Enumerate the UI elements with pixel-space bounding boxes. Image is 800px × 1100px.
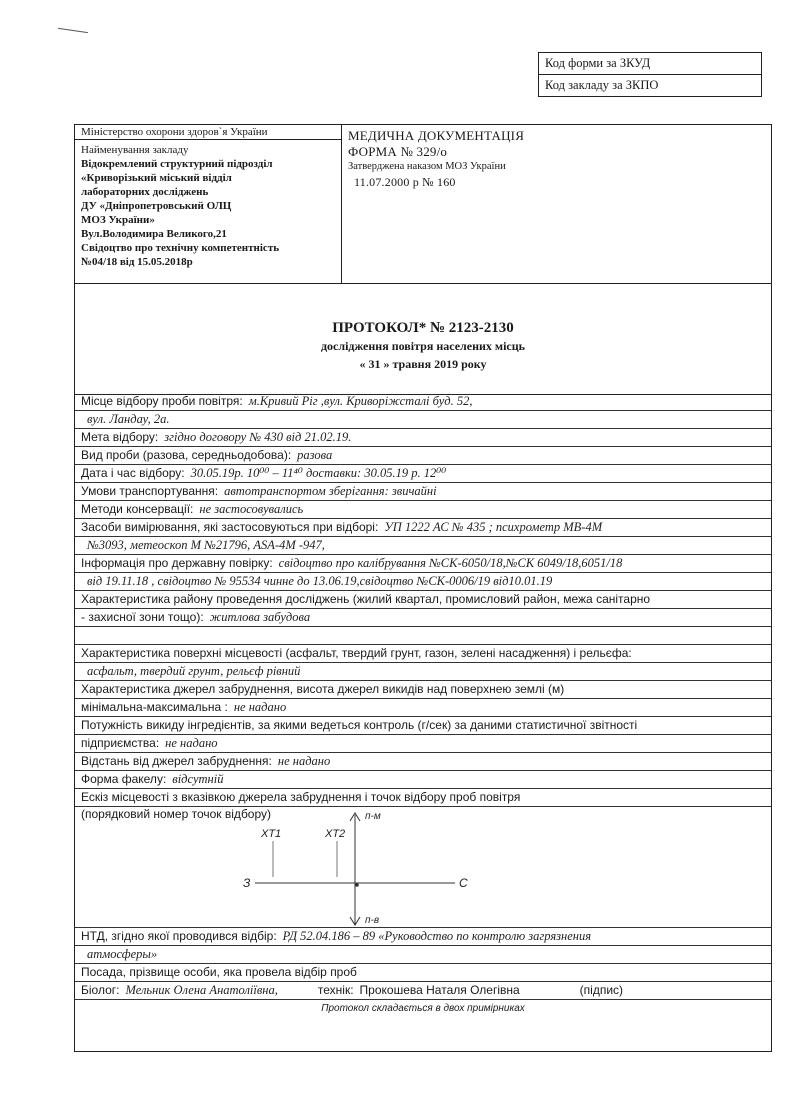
form-info-block	[342, 125, 771, 289]
field-label: Форма факелу:	[81, 772, 167, 786]
signature-label: (підпис)	[579, 983, 624, 997]
tech-name: Прокошева Наталя Олегівна	[359, 983, 520, 997]
field-label: Потужність викиду інгредієнтів, за якими ведеться контроль (г/сек) за даними статистичної звітності	[81, 718, 638, 732]
field-label: Дата і час відбору:	[81, 466, 185, 480]
field-row	[75, 609, 771, 627]
field-value: асфальт, твердий грунт, рельєф рівний	[87, 664, 301, 678]
protocol-date: « 31 » травня 2019 року	[359, 357, 487, 371]
ntd-label: НТД, згідно якої проводився відбір:	[81, 929, 277, 943]
field-value: не надано	[277, 754, 331, 768]
field-value: №3093, метеоскоп М №21796, АЅА-4М -947,	[87, 538, 325, 552]
field-label: Інформація про державну повірку:	[81, 556, 273, 570]
approved-by: Затверджена наказом МОЗ України	[348, 161, 506, 172]
field-value: свідоцтво про калібрування №СК-6050/18,№СК 6049/18,6051/18	[278, 556, 623, 570]
tech-label: технік:	[317, 983, 354, 997]
field-value: вул. Ландау, 2а.	[87, 412, 170, 426]
field-value: житлова забудова	[209, 610, 311, 624]
biolog-label: Біолог:	[81, 983, 120, 997]
institution-lines	[75, 140, 341, 272]
field-row	[75, 964, 771, 982]
institution-line: Свідоцтво про технічну компетентність	[81, 242, 280, 254]
title-block	[75, 283, 771, 395]
field-row	[75, 645, 771, 663]
institution-block	[75, 125, 342, 283]
field-value: УП 1222 АС № 435 ; психрометр МВ-4М	[384, 520, 603, 534]
field-value: автотранспортом зберігання: звичайні	[224, 484, 437, 498]
field-row	[75, 627, 771, 645]
field-value: не застосовувались	[199, 502, 304, 516]
field-label: Умови транспортування:	[81, 484, 219, 498]
form-codes-box	[538, 52, 762, 97]
point-1-label: ХТ1	[261, 828, 282, 840]
field-row	[75, 519, 771, 537]
field-label: Відстань від джерел забруднення:	[81, 754, 272, 768]
field-row	[75, 771, 771, 789]
protocol-title: ПРОТОКОЛ* № 2123-2130	[332, 320, 514, 336]
sketch-label: (порядковий номер точок відбору)	[81, 807, 272, 821]
institution-line: лабораторних досліджень	[81, 186, 209, 198]
field-row	[75, 537, 771, 555]
site-sketch	[75, 807, 771, 928]
field-value: від 19.11.18 , свідоцтво № 95534 чинне до 13.06.19,свідоцтво №СК-0006/19 від10.01.19	[87, 574, 553, 588]
field-label: Методи консервації:	[81, 502, 194, 516]
sketch-drawing	[75, 807, 771, 927]
institution-line: Відокремлений структурний підрозділ	[81, 158, 273, 170]
field-row	[75, 393, 771, 411]
field-row	[75, 501, 771, 519]
point-2-label: ХТ2	[325, 828, 346, 840]
institution-line: №04/18 від 15.05.2018р	[81, 256, 193, 268]
field-label: Характеристика району проведення досліджень (жилий квартал, промисловий район, межа санітарно	[81, 592, 651, 606]
protocol-fields	[75, 393, 771, 1017]
zkpo-code: Код закладу за ЗКПО	[539, 74, 761, 96]
field-label: Характеристика поверхні місцевості (асфальт, твердий грунт, газон, зелені насадження) і рельєфа:	[81, 646, 632, 660]
ministry: Міністерство охорони здоров`я України	[75, 125, 341, 140]
field-label: Ескіз місцевості з вказівкою джерела забруднення і точок відбору проб повітря	[81, 790, 521, 804]
approval-order: 11.07.2000 р № 160	[354, 175, 456, 189]
ntd-value: РД 52.04.186 – 89 «Руководство по контролю загрязнения	[282, 929, 592, 943]
footnote: Протокол складається в двох примірниках	[321, 1003, 525, 1014]
field-value: відсутній	[172, 772, 224, 786]
field-row	[75, 946, 771, 964]
field-value: разова	[297, 448, 333, 462]
field-row	[75, 717, 771, 735]
position-label: Посада, прізвище особи, яка провела відбір проб	[81, 965, 357, 979]
form-number: ФОРМА № 329/о	[348, 144, 448, 159]
institution-line: Найменування закладу	[81, 144, 189, 156]
east-label: С	[459, 876, 468, 890]
institution-line: ДУ «Дніпропетровський ОЛЦ	[81, 200, 232, 212]
field-label: Характеристика джерел забруднення, висота джерел викидів над поверхнею землі (м)	[81, 682, 565, 696]
field-row	[75, 555, 771, 573]
field-label: - захисної зони тощо):	[81, 610, 204, 624]
field-row	[75, 699, 771, 717]
protocol-frame	[74, 124, 772, 1052]
institution-line: Вул.Володимира Великого,21	[81, 228, 227, 240]
field-row	[75, 429, 771, 447]
institution-line: МОЗ України»	[81, 214, 155, 226]
zkud-code: Код форми за ЗКУД	[545, 56, 651, 70]
field-row	[75, 681, 771, 699]
field-row	[75, 735, 771, 753]
field-value: згідно договору № 430 від 21.02.19.	[164, 430, 352, 444]
field-label: Вид проби (разова, середньодобова):	[81, 448, 292, 462]
field-label: Мета відбору:	[81, 430, 159, 444]
institution-line: «Криворізький міський відділ	[81, 172, 232, 184]
biolog-name: Мельник Олена Анатоліївна,	[125, 983, 278, 997]
field-row	[75, 591, 771, 609]
south-label: п-в	[365, 915, 380, 926]
field-value: не надано	[233, 700, 287, 714]
field-label: підприємства:	[81, 736, 160, 750]
field-row	[75, 789, 771, 807]
field-row	[75, 982, 771, 1000]
field-value: 30.05.19р. 10⁰⁰ – 11⁴⁰ доставки: 30.05.19 р. 12⁰⁰	[190, 466, 447, 480]
doc-type: МЕДИЧНА ДОКУМЕНТАЦІЯ	[348, 128, 525, 143]
field-label: Місце відбору проби повітря:	[81, 394, 243, 408]
field-row	[75, 928, 771, 946]
ntd-value-cont: атмосферы»	[87, 947, 158, 961]
field-label: Засоби вимірювання, які застосовуються при відборі:	[81, 520, 379, 534]
field-row	[75, 483, 771, 501]
field-row	[75, 465, 771, 483]
north-label: п-м	[365, 811, 381, 822]
scan-mark	[58, 28, 88, 33]
field-row	[75, 663, 771, 681]
protocol-subtitle: дослідження повітря населених місць	[320, 339, 526, 353]
field-row	[75, 573, 771, 591]
field-row	[75, 753, 771, 771]
field-value: не надано	[165, 736, 218, 750]
field-label: мінімальна-максимальна :	[81, 700, 228, 714]
field-value: м.Кривий Ріг ,вул. Криворіжсталі буд. 52,	[248, 394, 473, 408]
west-label: З	[243, 876, 251, 890]
field-row	[75, 447, 771, 465]
field-row	[75, 411, 771, 429]
